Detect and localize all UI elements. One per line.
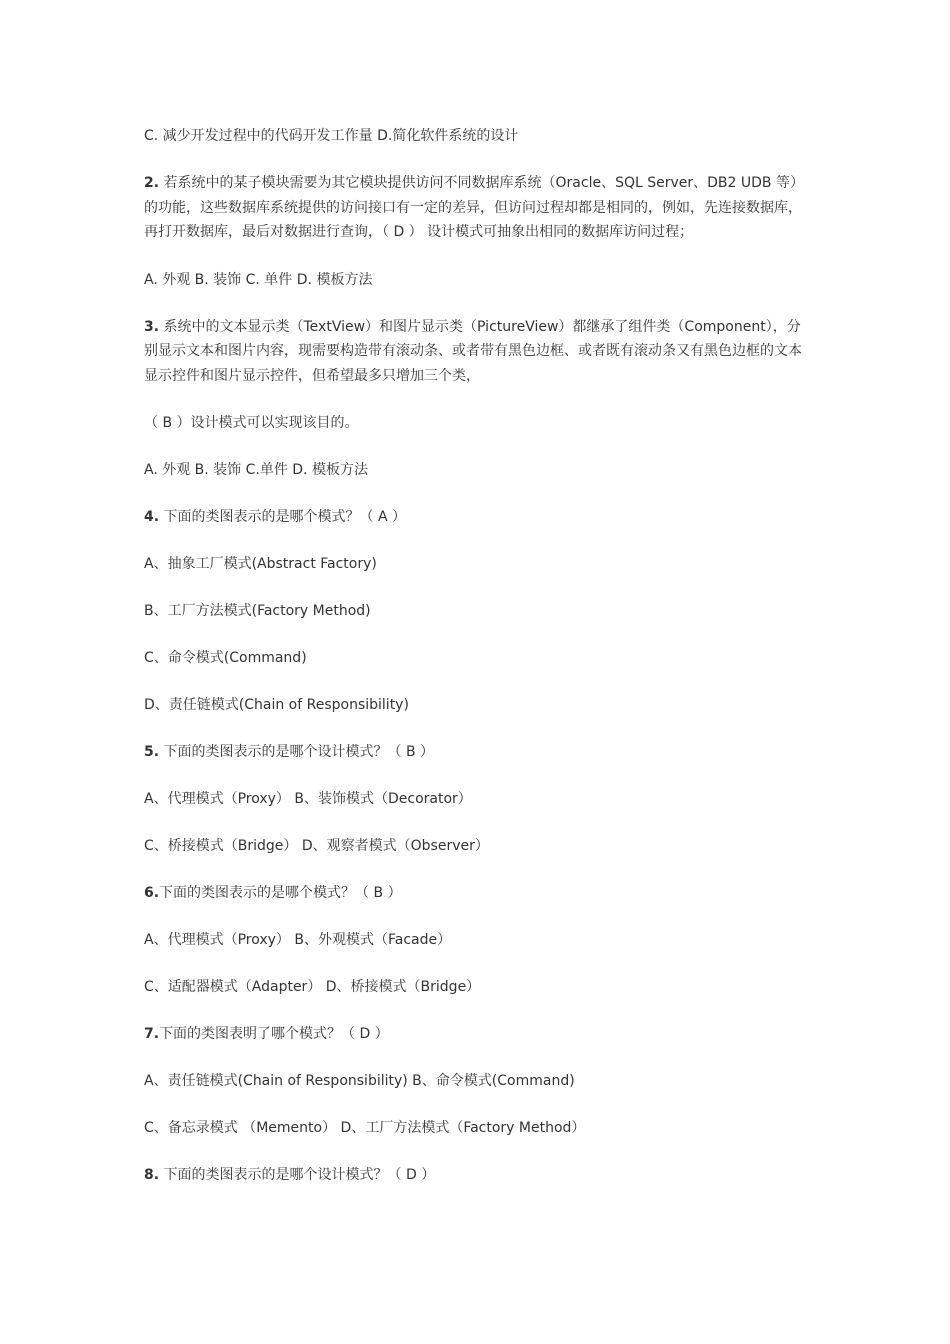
question-number: 2. xyxy=(144,175,160,191)
question-7 xyxy=(144,1022,814,1046)
question-7-options-ab: A、责任链模式(Chain of Responsibility) B、命令模式(Command) xyxy=(144,1073,575,1089)
question-6 xyxy=(144,881,814,905)
question-5 xyxy=(144,740,814,764)
question-number: 5. xyxy=(144,744,160,760)
question-2-options: A. 外观 B. 装饰 C. 单件 D. 模板方法 xyxy=(144,271,373,288)
document-body xyxy=(144,124,814,1187)
question-3 xyxy=(144,315,814,389)
question-3-options: A. 外观 B. 装饰 C.单件 D. 模板方法 xyxy=(144,462,368,478)
question-3-answer: （ B ）设计模式可以实现该目的。 xyxy=(144,415,359,431)
question-text: 若系统中的某子模块需要为其它模块提供访问不同数据库系统（Oracle、SQL Server、DB2 UDB 等）的功能，这些数据库系统提供的访问接口有一定的差异，但访问过程却都是相同的，例如，先连接数据库，再打开数据库，最后对数据进行查询，（ D ） 设计模式可抽象出相同的数据库访问过程； xyxy=(144,175,804,240)
question-4-option-a: A、抽象工厂模式(Abstract Factory) xyxy=(144,556,377,572)
question-6-options-cd: C、适配器模式（Adapter） D、桥接模式（Bridge） xyxy=(144,979,481,995)
question-4-option-d: D、责任链模式(Chain of Responsibility) xyxy=(144,697,409,713)
question-text: 下面的类图表示的是哪个设计模式？（ B ） xyxy=(159,744,435,760)
question-2 xyxy=(144,171,814,245)
question-text: 下面的类图表示的是哪个模式？（ B ） xyxy=(159,885,402,901)
question-4-option-b: B、工厂方法模式(Factory Method) xyxy=(144,603,371,619)
question-5-options-ab: A、代理模式（Proxy） B、装饰模式（Decorator） xyxy=(144,791,472,807)
question-text: 下面的类图表明了哪个模式？（ D ） xyxy=(159,1026,389,1042)
question-4-option-c: C、命令模式(Command) xyxy=(144,650,307,666)
question-text: 下面的类图表示的是哪个模式？（ A ） xyxy=(159,509,406,525)
option-line: C. 减少开发过程中的代码开发工作量 D.简化软件系统的设计 xyxy=(144,128,519,144)
question-7-options-cd: C、备忘录模式 （Memento） D、工厂方法模式（Factory Method） xyxy=(144,1120,586,1136)
question-number: 6. xyxy=(144,885,160,901)
question-text: 下面的类图表示的是哪个设计模式？（ D ） xyxy=(159,1167,436,1183)
question-number: 7. xyxy=(144,1026,160,1042)
question-6-options-ab: A、代理模式（Proxy） B、外观模式（Facade） xyxy=(144,932,452,948)
question-number: 3. xyxy=(144,318,160,335)
question-text: 系统中的文本显示类（TextView）和图片显示类（PictureView）都继承了组件类（Component），分别显示文本和图片内容，现需要构造带有滚动条、或者带有黑色边框、或者既有滚动条又有黑色边框的文本显示控件和图片显示控件，但希望最多只增加三个类， xyxy=(144,318,802,384)
question-8 xyxy=(144,1163,814,1187)
question-number: 4. xyxy=(144,509,160,525)
question-4 xyxy=(144,505,814,529)
question-number: 8. xyxy=(144,1167,160,1183)
question-5-options-cd: C、桥接模式（Bridge） D、观察者模式（Observer） xyxy=(144,838,489,854)
